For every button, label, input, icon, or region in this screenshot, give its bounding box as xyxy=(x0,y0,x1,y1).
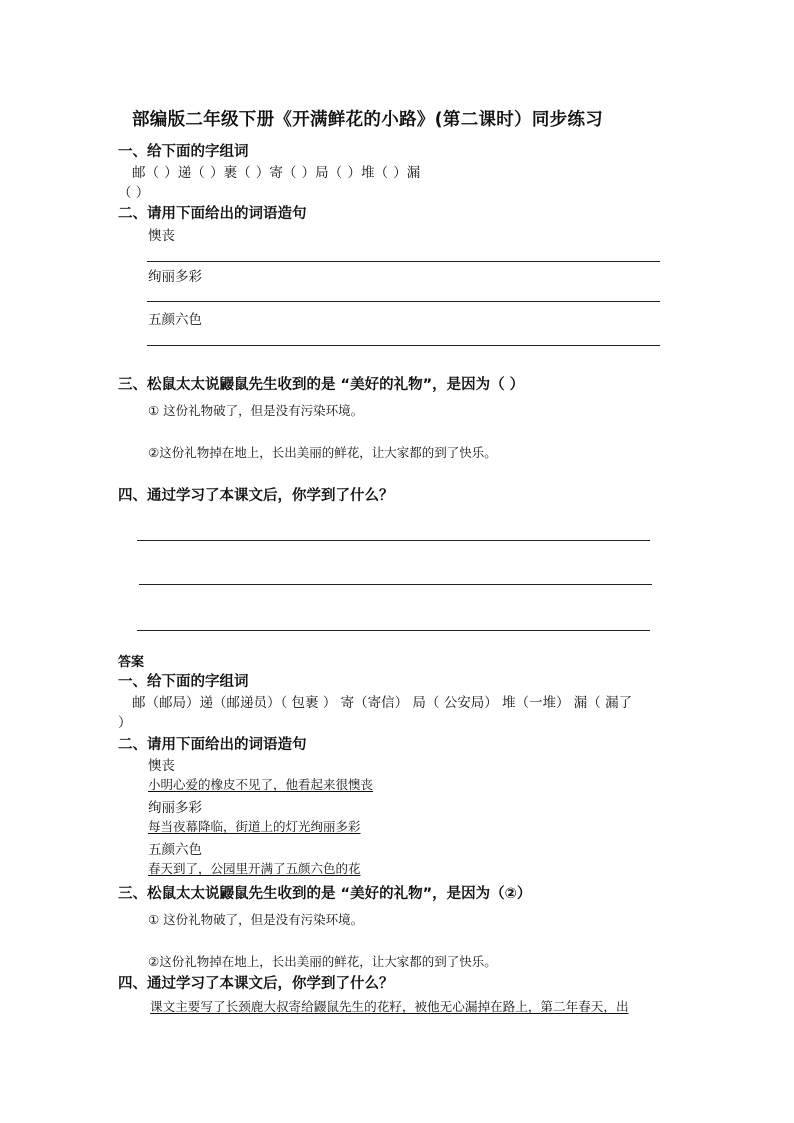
q2-answer-line-3[interactable] xyxy=(147,345,660,346)
answers-q1-row2: ） xyxy=(118,715,132,731)
answers-q3-heading: 三、松鼠太太说鼹鼠先生收到的是 “美好的礼物”，是因为（②） xyxy=(118,886,532,902)
q4-answer-line-3[interactable] xyxy=(137,630,650,631)
q2-word-1: 懊丧 xyxy=(148,228,175,244)
q2-word-3: 五颜六色 xyxy=(148,312,202,328)
answers-q3-option-2: ②这份礼物掉在地上，长出美丽的鲜花，让大家都的到了快乐。 xyxy=(148,954,497,969)
answers-q2-word-2: 绚丽多彩 xyxy=(148,800,202,816)
q1-row2: （ ） xyxy=(118,185,150,201)
q1-row1: 邮（ ）递（ ）裹（ ）寄（ ）局（ ）堆（ ）漏 xyxy=(132,165,421,181)
q2-word-2: 绚丽多彩 xyxy=(148,269,202,285)
q4-heading: 四、通过学习了本课文后，你学到了什么？ xyxy=(118,488,394,504)
q4-answer-line-1[interactable] xyxy=(137,540,650,541)
answers-q4-text: 课文主要写了长颈鹿大叔寄给鼹鼠先生的花籽，被他无心漏掉在路上，第二年春天，出 xyxy=(150,999,629,1014)
answers-label: 答案 xyxy=(118,655,145,670)
q2-answer-line-1[interactable] xyxy=(147,261,660,262)
answers-q1-row1: 邮（邮局）递（邮递员）（ 包裹 ） 寄（寄信） 局（ 公安局） 堆（一堆） 漏（ 漏了 xyxy=(132,695,633,711)
q3-option-1: ① 这份礼物破了，但是没有污染环境。 xyxy=(148,403,364,418)
answers-q2-heading: 二、请用下面给出的词语造句 xyxy=(118,737,307,753)
q2-heading: 二、请用下面给出的词语造句 xyxy=(118,206,307,222)
answers-q2-sentence-1: 小明心爱的橡皮不见了，他看起来很懊丧 xyxy=(148,777,374,792)
q2-answer-line-2[interactable] xyxy=(147,301,660,302)
page-title: 部编版二年级下册《开满鲜花的小路》(第二课时）同步练习 xyxy=(132,110,604,130)
q3-heading: 三、松鼠太太说鼹鼠先生收到的是 “美好的礼物”，是因为（ ） xyxy=(118,377,525,393)
q1-heading: 一、给下面的字组词 xyxy=(118,144,249,160)
answers-q2-sentence-2: 每当夜幕降临，街道上的灯光绚丽多彩 xyxy=(148,819,361,834)
answers-q2-word-1: 懊丧 xyxy=(148,758,175,774)
answers-q2-sentence-3: 春天到了，公园里开满了五颜六色的花 xyxy=(148,861,361,876)
answers-q3-option-1: ① 这份礼物破了，但是没有污染环境。 xyxy=(148,912,364,927)
answers-q4-heading: 四、通过学习了本课文后，你学到了什么？ xyxy=(118,976,394,992)
q4-answer-line-2[interactable] xyxy=(139,584,652,585)
answers-q2-word-3: 五颜六色 xyxy=(148,842,202,858)
answers-q1-heading: 一、给下面的字组词 xyxy=(118,674,249,690)
q3-option-2: ②这份礼物掉在地上，长出美丽的鲜花，让大家都的到了快乐。 xyxy=(148,445,497,460)
